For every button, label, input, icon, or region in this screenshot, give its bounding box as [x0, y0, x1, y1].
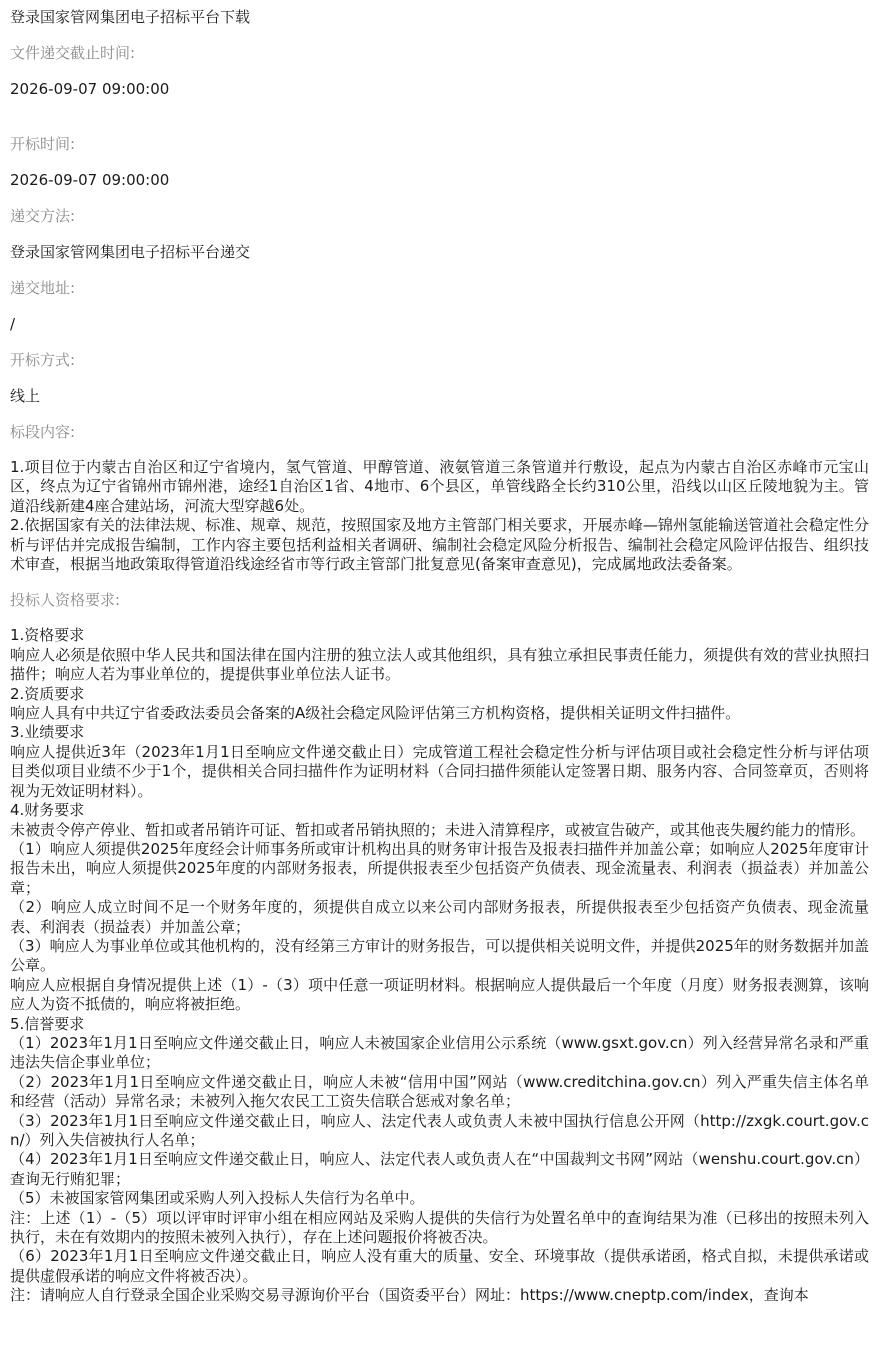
- download-instruction: 登录国家管网集团电子招标平台下载: [10, 8, 251, 26]
- qualification-paragraph: （1）2023年1月1日至响应文件递交截止日，响应人未被国家企业信用公示系统（www.gsxt.gov.cn）列入经营异常名录和严重违法失信企事业单位；: [10, 1033, 869, 1072]
- submission-address-label: 递交地址:: [10, 279, 76, 297]
- qualification-paragraph: （6）2023年1月1日至响应文件递交截止日，响应人没有重大的质量、安全、环境事故（提供承诺函，格式自拟，未提供承诺或提供虚假承诺的响应文件将被否决）。: [10, 1247, 869, 1285]
- lot-content-paragraph: 2.依据国家有关的法律法规、标准、规章、规范，按照国家及地方主管部门相关要求，开展赤峰—锦州氢能输送管道社会稳定性分析与评估并完成报告编制，工作内容主要包括利益相关者调研、编制社会稳定风险分析报告、编制社会稳定风险评估报告、组织技术审查，根据当地政策取得管道沿线途经省市等行政主管部门批复意见(备案审查意见)，完成属地政法委备案。: [10, 516, 869, 574]
- opening-time-label: 开标时间:: [10, 135, 76, 153]
- qualification-paragraph: 响应人提供近3年（2023年1月1日至响应文件递交截止日）完成管道工程社会稳定性分析与评估项目或社会稳定性分析与评估项目类似项目业绩不少于1个，提供相关合同扫描件作为证明材料（合同扫描件须能认定签署日期、服务内容、合同签章页，否则将视为无效证明材料）。: [10, 742, 869, 800]
- opening-method-label: 开标方式:: [10, 351, 76, 369]
- submission-deadline-value: 2026-09-07 09:00:00: [10, 80, 170, 98]
- qualification-paragraph: （3）响应人为事业单位或其他机构的，没有经第三方审计的财务报告，可以提供相关说明文件，并提供2025年的财务数据并加盖公章。: [10, 936, 869, 975]
- bidder-qualifications-body: [10, 626, 869, 1305]
- qualification-paragraph: （1）响应人须提供2025年度经会计师事务所或审计机构出具的财务审计报告及报表扫描件并加盖公章；如响应人2025年度审计报告未出，响应人须提供2025年度的内部财务报表，所提供报表至少包括资产负债表、现金流量表、利润表（损益表）并加盖公章；: [10, 839, 869, 897]
- submission-deadline-label: 文件递交截止时间:: [10, 44, 136, 62]
- submission-method-value: 登录国家管网集团电子招标平台递交: [10, 243, 251, 261]
- submission-address-value: /: [10, 315, 16, 333]
- qualification-note: 注：上述（1）-（5）项以评审时评审小组在相应网站及采购人提供的失信行为处置名单中的查询结果为准（已移出的按照未列入执行，未在有效期内的按照未被列入执行），存在上述问题报价将被否决。: [10, 1208, 869, 1247]
- qualification-note: 注：请响应人自行登录全国企业采购交易寻源询价平台（国资委平台）网址：https://www.cneptp.com/index，查询本: [10, 1286, 809, 1305]
- qualification-paragraph: 响应人具有中共辽宁省委政法委员会备案的A级社会稳定风险评估第三方机构资格，提供相关证明文件扫描件。: [10, 704, 741, 723]
- lot-content-body: [10, 458, 869, 574]
- qualification-paragraph: 响应人必须是依照中华人民共和国法律在国内注册的独立法人或其他组织，具有独立承担民事责任能力，须提供有效的营业执照扫描件；响应人若为事业单位的，提提供事业单位法人证书。: [10, 645, 869, 684]
- qualification-heading: 2.资质要求: [10, 684, 85, 703]
- qualification-heading: 4.财务要求: [10, 801, 85, 820]
- qualification-paragraph: 未被责令停产停业、暂扣或者吊销许可证、暂扣或者吊销执照的；未进入清算程序，或被宣告破产，或其他丧失履约能力的情形。: [10, 820, 866, 839]
- lot-content-label: 标段内容:: [10, 423, 76, 441]
- qualification-paragraph: 响应人应根据自身情况提供上述（1）-（3）项中任意一项证明材料。根据响应人提供最后一个年度（月度）财务报表测算，该响应人为资不抵债的，响应将被拒绝。: [10, 975, 869, 1014]
- qualification-heading: 5.信誉要求: [10, 1014, 85, 1033]
- qualification-paragraph: （3）2023年1月1日至响应文件递交截止日，响应人、法定代表人或负责人未被中国执行信息公开网（http://zxgk.court.gov.cn/）列入失信被执行人名单；: [10, 1111, 869, 1149]
- submission-method-label: 递交方法:: [10, 207, 76, 225]
- qualification-heading: 3.业绩要求: [10, 723, 85, 742]
- opening-time-value: 2026-09-07 09:00:00: [10, 171, 170, 189]
- qualification-heading: 1.资格要求: [10, 626, 85, 645]
- qualification-paragraph: （2）响应人成立时间不足一个财务年度的，须提供自成立以来公司内部财务报表，所提供报表至少包括资产负债表、现金流量表、利润表（损益表）并加盖公章；: [10, 898, 869, 936]
- qualification-paragraph: （4）2023年1月1日至响应文件递交截止日，响应人、法定代表人或负责人在“中国裁判文书网”网站（wenshu.court.gov.cn）查询无行贿犯罪；: [10, 1150, 869, 1188]
- qualification-paragraph: （5）未被国家管网集团或采购人列入投标人失信行为名单中。: [10, 1189, 425, 1208]
- lot-content-paragraph: 1.项目位于内蒙古自治区和辽宁省境内，氢气管道、甲醇管道、液氨管道三条管道并行敷设，起点为内蒙古自治区赤峰市元宝山区，终点为辽宁省锦州市锦州港，途经1自治区1省、4地市、6个县区，单管线路全长约310公里，沿线以山区丘陵地貌为主。管道沿线新建4座合建站场，河流大型穿越6处。: [10, 458, 869, 515]
- qualification-paragraph: （2）2023年1月1日至响应文件递交截止日，响应人未被“信用中国”网站（www.creditchina.gov.cn）列入严重失信主体名单和经营（活动）异常名录；未被列入拖欠农民工工资失信联合惩戒对象名单；: [10, 1072, 869, 1111]
- opening-method-value: 线上: [10, 387, 41, 405]
- bidder-qualifications-label: 投标人资格要求:: [10, 591, 121, 610]
